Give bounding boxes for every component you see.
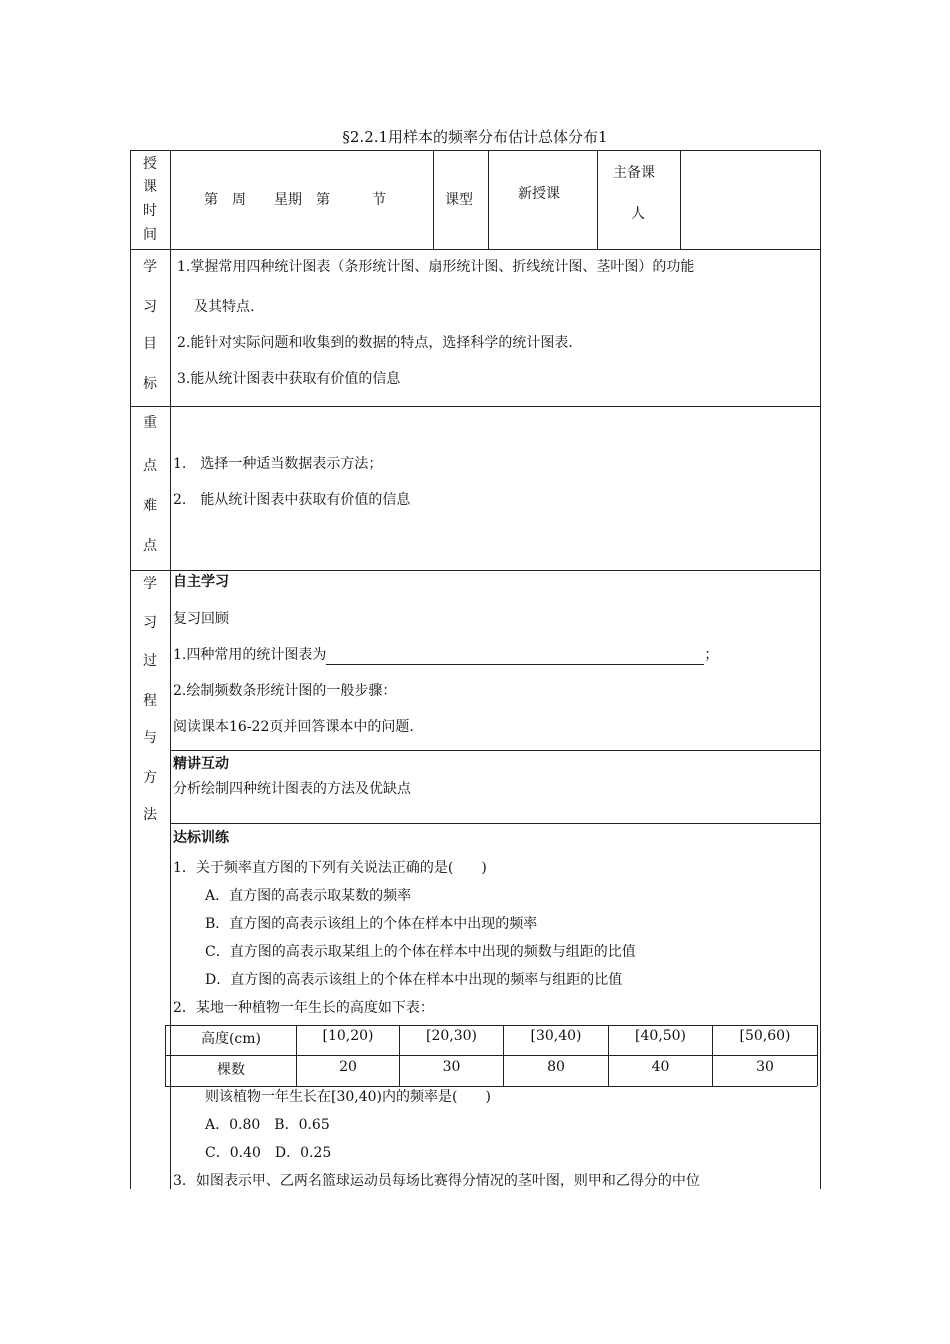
header-divider-2 xyxy=(488,150,489,249)
table-header-cell: 高度(cm) xyxy=(200,1031,262,1047)
interaction-text: 分析绘制四种统计图表的方法及优缺点 xyxy=(173,781,411,797)
table-header-cell: [10,20) xyxy=(322,1028,374,1044)
objective-item: 3.能从统计图表中获取有价值的信息 xyxy=(177,371,401,387)
table-header-cell: [50,60) xyxy=(739,1028,791,1044)
practice-question-2-options: A．0.80 B．0.65 xyxy=(205,1117,330,1133)
keypoint-item: 1. 选择一种适当数据表示方法； xyxy=(173,456,383,472)
row-divider-2 xyxy=(130,406,820,407)
header-label-char: 间 xyxy=(143,227,157,243)
table-row-label: 棵数 xyxy=(217,1062,245,1078)
practice-question-1: 1．关于频率直方图的下列有关说法正确的是( ) xyxy=(173,860,487,876)
keypoint-item: 2. 能从统计图表中获取有价值的信息 xyxy=(173,492,411,508)
header-divider-3 xyxy=(597,150,598,249)
practice-question-2-options: C．0.40 D．0.25 xyxy=(205,1145,332,1161)
reading-instruction: 阅读课本16-22页并回答课本中的问题. xyxy=(173,719,414,735)
data-table-vline xyxy=(817,1025,818,1086)
process-label-char: 过 xyxy=(143,653,157,669)
table-value-cell: 40 xyxy=(651,1059,670,1075)
table-value-cell: 30 xyxy=(442,1059,461,1075)
process-label-char: 程 xyxy=(143,693,157,709)
section-divider-a xyxy=(170,750,820,751)
question-2-text: 2.绘制频数条形统计图的一般步骤： xyxy=(173,683,397,699)
self-study-heading: 自主学习 xyxy=(173,574,229,590)
table-value-cell: 30 xyxy=(756,1059,774,1075)
data-table-top xyxy=(165,1025,817,1026)
header-divider-1 xyxy=(433,150,434,249)
keypoints-label-char: 重 xyxy=(143,415,157,431)
objectives-label-char: 学 xyxy=(143,259,157,275)
objectives-label-char: 标 xyxy=(143,376,157,392)
question-1-suffix: ； xyxy=(704,647,719,663)
keypoints-label-char: 难 xyxy=(143,498,157,514)
objective-item: 1.掌握常用四种统计图表（条形统计图、扇形统计图、折线统计图、茎叶图）的功能 xyxy=(177,259,695,275)
objectives-label-char: 目 xyxy=(143,336,157,352)
table-header-cell: [30,40) xyxy=(530,1028,582,1044)
header-label-char: 课 xyxy=(143,179,157,195)
row-divider-1 xyxy=(130,249,820,250)
table-value-cell: 80 xyxy=(547,1059,565,1075)
process-label-char: 与 xyxy=(143,730,157,746)
question-fill-blank xyxy=(173,645,718,665)
preparer-label-line2: 人 xyxy=(631,206,645,222)
schedule-text: 第 周 星期 第 节 xyxy=(204,192,386,208)
process-label-char: 学 xyxy=(143,576,157,592)
table-header-cell: [40,50) xyxy=(634,1028,686,1044)
practice-question-3: 3．如图表示甲、乙两名篮球运动员每场比赛得分情况的茎叶图，则甲和乙得分的中位 xyxy=(173,1173,700,1189)
practice-option: C．直方图的高表示取某组上的个体在样本中出现的频数与组距的比值 xyxy=(205,944,636,960)
process-label-char: 习 xyxy=(143,615,157,631)
practice-option: B．直方图的高表示该组上的个体在样本中出现的频率 xyxy=(205,916,538,932)
table-value-cell: 20 xyxy=(339,1059,357,1075)
header-divider-4 xyxy=(680,150,681,249)
frame-top xyxy=(130,150,820,151)
row-divider-3 xyxy=(130,570,820,571)
answer-blank[interactable] xyxy=(326,650,704,665)
keypoints-label-char: 点 xyxy=(143,458,157,474)
section-divider-b xyxy=(170,823,820,824)
question-1-text: 1.四种常用的统计图表为 xyxy=(173,647,327,663)
process-label-char: 方 xyxy=(143,770,157,786)
page-title: §2.2.1用样本的频率分布估计总体分布1 xyxy=(342,128,608,146)
interaction-heading: 精讲互动 xyxy=(173,756,229,772)
practice-option: D．直方图的高表示该组上的个体在样本中出现的频率与组距的比值 xyxy=(205,972,623,988)
practice-heading: 达标训练 xyxy=(173,830,229,846)
practice-option: A．直方图的高表示取某数的频率 xyxy=(205,888,412,904)
course-type-label: 课型 xyxy=(445,192,473,208)
practice-question-2-prompt: 则该植物一年生长在[30,40)内的频率是( ) xyxy=(205,1089,491,1105)
keypoints-label-char: 点 xyxy=(143,538,157,554)
header-label-char: 时 xyxy=(143,203,157,219)
preparer-label-line1: 主备课 xyxy=(613,165,655,181)
frame-right xyxy=(820,150,821,1189)
table-header-cell: [20,30) xyxy=(425,1028,477,1044)
course-type-value: 新授课 xyxy=(518,186,560,202)
process-label-char: 法 xyxy=(143,807,157,823)
objective-item: 及其特点. xyxy=(194,299,255,315)
header-label-char: 授 xyxy=(143,156,157,172)
objectives-label-char: 习 xyxy=(143,299,157,315)
objective-item: 2.能针对实际问题和收集到的数据的特点，选择科学的统计图表. xyxy=(177,335,573,351)
practice-question-2: 2．某地一种植物一年生长的高度如下表： xyxy=(173,1000,434,1016)
data-table-mid xyxy=(165,1055,817,1056)
review-heading: 复习回顾 xyxy=(173,611,229,627)
